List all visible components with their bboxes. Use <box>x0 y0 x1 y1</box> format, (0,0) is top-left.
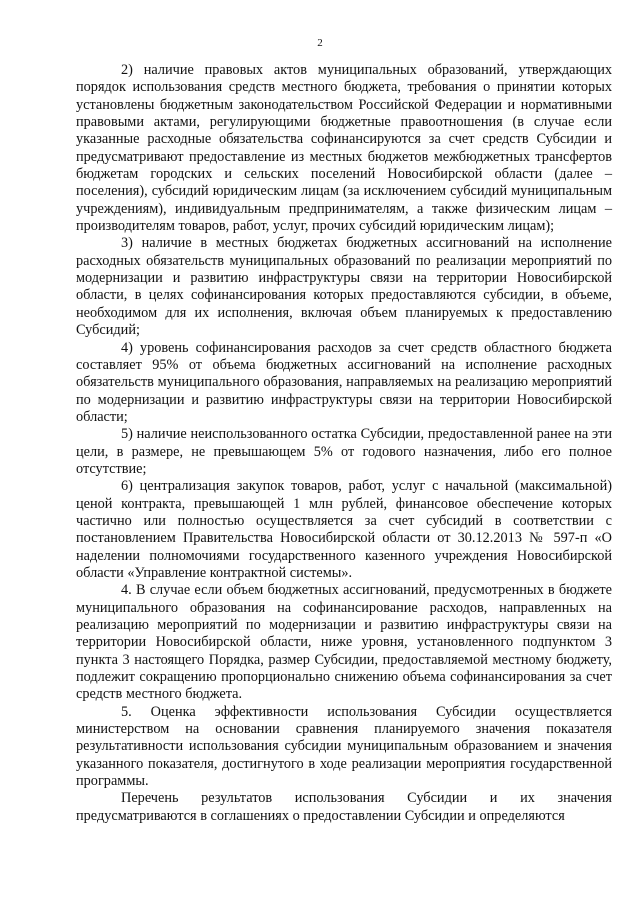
paragraph-item-6: 6) централизация закупок товаров, работ, услуг с начальной (максимальной) ценой контракта, превышающей 1 млн рублей, финансовое обеспечение которых частично или полностью осуществляется за счет субсидий в соответствии с постановлением Правительства Новосибирской области от 30.12.2013 № 597-п «О наделении полномочиями государственного казенного учреждения Новосибирской области «Управление контрактной системы». <box>76 478 612 581</box>
paragraph-item-2: 2) наличие правовых актов муниципальных образований, утверждающих порядок использования средств местного бюджета, требования о принятии которых установлены бюджетным законодательством Российской Федерации и нормативными правовыми актами, регулирующими бюджетные правоотношения (в случае если указанные расходные обязательства софинансируются за счет средств Субсидии и предусматривают предоставление из местных бюджетов межбюджетных трансфертов бюджетам городских и сельских поселений Новосибирской области (далее – поселения), субсидий юридическим лицам (за исключением субсидий муниципальным учреждениям), индивидуальным предпринимателям, а также физическим лицам – производителям товаров, работ, услуг, прочих субсидий юридическим лицам); <box>76 62 612 235</box>
paragraph-section-5: 5. Оценка эффективности использования Субсидии осуществляется министерством на основании сравнения планируемого значения показателя результативности использования субсидии муниципальным образованием и значения указанного показателя, достигнутого в ходе реализации мероприятия государственной программы. <box>76 703 612 790</box>
paragraph-item-4: 4) уровень софинансирования расходов за счет средств областного бюджета составляет 95% от объема бюджетных ассигнований на исполнение расходных обязательств муниципального образования, направляемых на реализацию мероприятий по модернизации и развитию инфраструктуры связи на территории Новосибирской области; <box>76 339 612 425</box>
paragraph-item-3: 3) наличие в местных бюджетах бюджетных ассигнований на исполнение расходных обязательств муниципальных образований по реализации мероприятий по модернизации и развитию инфраструктуры связи на территории Новосибирской области, в целях софинансирования которых предоставляются субсидии, в объеме, необходимом для их исполнения, включая объем планируемых к предоставлению Субсидий; <box>76 235 612 339</box>
page-number: 2 <box>317 37 323 49</box>
paragraph-results-list: Перечень результатов использования Субсидии и их значения предусматриваются в соглашениях о предоставлении Субсидии и определяются <box>76 790 612 824</box>
paragraph-section-4: 4. В случае если объем бюджетных ассигнований, предусмотренных в бюджете муниципального образования на софинансирование расходов, направленных на реализацию мероприятий по модернизации и развитию инфраструктуры связи на территории Новосибирской области, ниже уровня, установленного подпунктом 3 пункта 3 настоящего Порядка, размер Субсидии, предоставляемой местному бюджету, подлежит сокращению пропорционально снижению объема софинансирования за счет средств местного бюджета. <box>76 582 612 703</box>
paragraph-item-5: 5) наличие неиспользованного остатка Субсидии, предоставленной ранее на эти цели, в размере, не превышающем 5% от годового назначения, либо его полное отсутствие; <box>76 426 612 477</box>
document-body <box>76 62 612 825</box>
